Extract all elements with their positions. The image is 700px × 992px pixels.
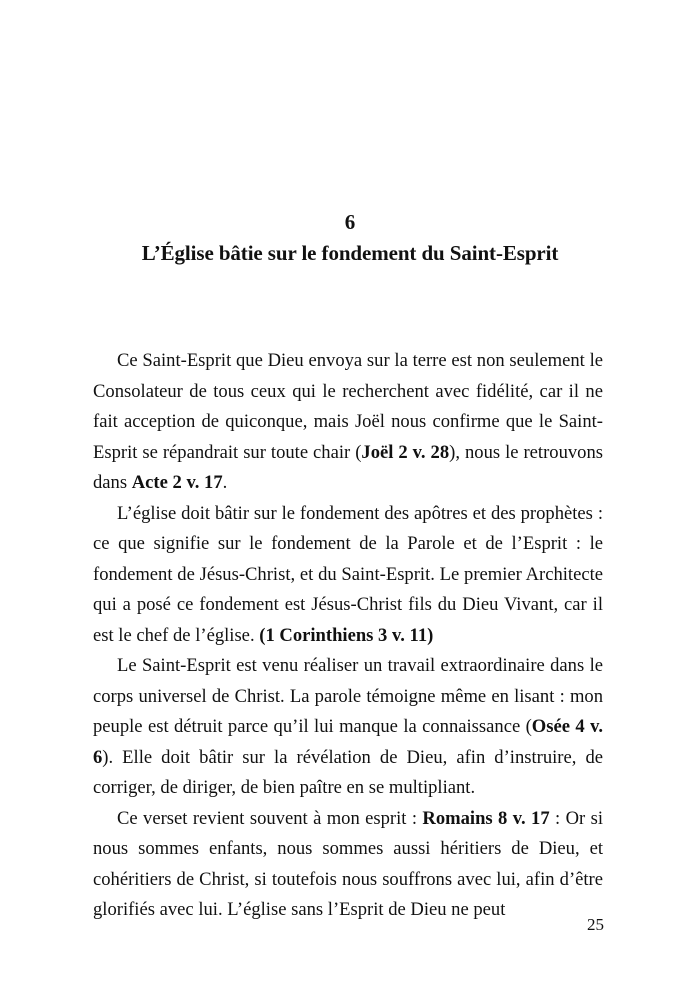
scripture-reference: Joël 2 v. 28 [361,441,450,463]
paragraph [93,499,603,652]
page-number: 25 [587,915,604,934]
text-run: ), nous le retrouvons dans [93,441,603,493]
paragraph [93,346,603,499]
text-run: ). Elle doit bâtir sur la révélation de Dieu, afin d’instruire, de corriger, de diriger, de bien paître en se multipliant. [93,746,603,798]
chapter-number: 6 [344,210,356,234]
text-run: Le Saint-Esprit est venu réaliser un travail extraordinaire dans le corps universel de Christ. La parole témoigne même en lisant : mon peuple est détruit parce qu’il lui manque la connaissance ( [93,655,603,737]
text-run: Ce verset revient souvent à mon esprit : [117,807,423,829]
chapter-title: L’Église bâtie sur le fondement du Saint-Esprit [141,241,559,265]
text-run: L’église doit bâtir sur le fondement des apôtres et des prophètes : ce que signifie sur le fondement de la Parole et de l’Esprit : le fondement de Jésus-Christ, et du Saint-Esprit. Le premier Architecte qui a posé ce fondement est Jésus-Christ fils du Dieu Vivant, car il est le chef de l’église. [93,502,603,646]
paragraph [93,651,603,804]
scripture-reference: (1 Corinthiens 3 v. 11) [259,624,434,646]
text-run: Ce Saint-Esprit que Dieu envoya sur la terre est non seulement le Consolateur de tous ceux qui le recherchent avec fidélité, car il ne fait acception de quiconque, mais Joël nous confirme que le Saint-Esprit se répandrait sur toute chair ( [93,350,603,463]
scripture-reference: Acte 2 v. 17 [131,472,223,493]
text-run: : Or si nous sommes enfants, nous sommes aussi héritiers de Dieu, et cohéritiers de Christ, si toutefois nous souffrons avec lui, afin d’être glorifiés avec lui. L’église sans l’Esprit de Dieu ne peut [93,807,603,920]
scripture-reference: Osée 4 v. 6 [93,716,603,768]
text-run: . [222,472,228,493]
body-text [93,346,603,926]
scripture-reference: Romains 8 v. 17 [422,807,550,829]
paragraph [93,804,603,926]
